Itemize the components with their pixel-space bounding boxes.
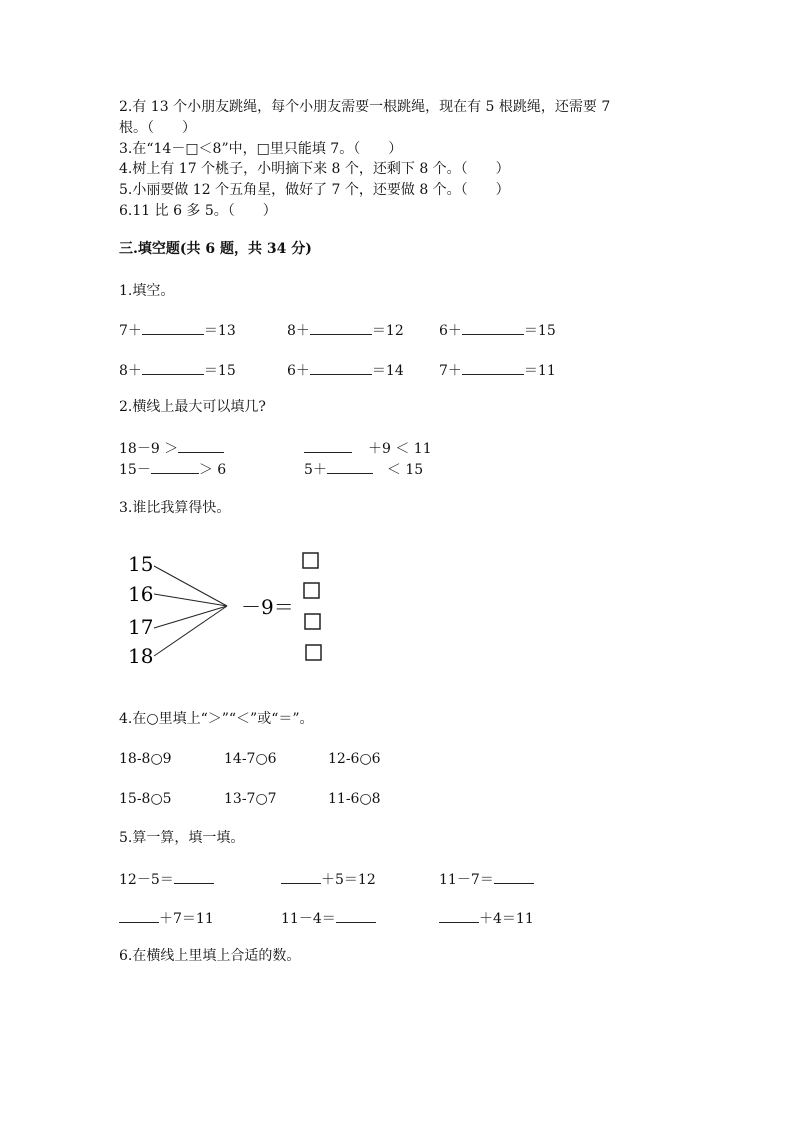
q4-item: 12-6○6	[328, 751, 381, 767]
answer-blank[interactable]	[462, 360, 524, 375]
number-17: 17	[128, 615, 154, 639]
answer-box[interactable]	[303, 553, 318, 568]
answer-blank[interactable]	[304, 438, 352, 453]
answer-blank[interactable]	[310, 360, 372, 375]
q2-item-a: 18－9 ＞	[119, 438, 224, 458]
number-18: 18	[128, 644, 154, 668]
answer-blank[interactable]	[310, 320, 372, 335]
q2-item-d: 5＋ ＜ 15	[304, 459, 423, 479]
answer-blank[interactable]	[142, 360, 204, 375]
answer-blank[interactable]	[174, 869, 214, 884]
operation-text: －9＝	[241, 595, 294, 619]
tf-question-4: 4.树上有 17 个桃子，小明摘下来 8 个，还剩下 8 个。（ ）	[119, 161, 510, 177]
q3-figure	[119, 545, 339, 670]
answer-blank[interactable]	[142, 320, 204, 335]
q5-item: 11－7＝	[439, 869, 534, 889]
tf-question-3: 3.在“14－□＜8”中，□里只能填 7。（ ）	[119, 141, 403, 157]
q5-item: 12－5＝	[119, 869, 214, 889]
q4-title: 4.在○里填上“＞”“＜”或“＝”。	[119, 711, 314, 727]
connector-line	[154, 606, 227, 628]
answer-blank[interactable]	[178, 438, 224, 453]
answer-box[interactable]	[305, 614, 320, 629]
q1-item: 7＋ ＝11	[439, 360, 556, 380]
answer-blank[interactable]	[119, 908, 159, 923]
q3-title: 3.谁比我算得快。	[119, 500, 231, 516]
q5-item: 11－4＝	[281, 908, 376, 928]
q4-item: 15-8○5	[119, 791, 172, 807]
answer-blank[interactable]	[439, 908, 479, 923]
tf-question-2-line1: 2.有 13 个小朋友跳绳，每个小朋友需要一根跳绳，现在有 5 根跳绳，还需要 7	[119, 99, 611, 115]
q2-title: 2.横线上最大可以填几?	[119, 399, 266, 415]
answer-blank[interactable]	[281, 869, 321, 884]
tf-question-5: 5.小丽要做 12 个五角星，做好了 7 个，还要做 8 个。（ ）	[119, 182, 510, 198]
q4-item: 13-7○7	[224, 791, 277, 807]
q5-item: ＋7＝11	[119, 908, 214, 928]
q1-item: 6＋ ＝15	[439, 320, 556, 340]
answer-blank[interactable]	[336, 908, 376, 923]
q4-item: 11-6○8	[328, 791, 381, 807]
q2-item-c: 15－ ＞ 6	[119, 459, 226, 479]
answer-blank[interactable]	[494, 869, 534, 884]
q5-title: 5.算一算，填一填。	[119, 830, 245, 846]
q1-item: 6＋ ＝14	[287, 360, 404, 380]
answer-blank[interactable]	[327, 459, 373, 474]
q4-item: 18-8○9	[119, 751, 172, 767]
answer-box[interactable]	[304, 583, 319, 598]
number-15: 15	[128, 552, 154, 576]
connector-line	[154, 606, 227, 656]
q5-item: ＋4＝11	[439, 908, 534, 928]
q2-item-b: ＋9 ＜ 11	[304, 438, 432, 458]
q5-item: ＋5＝12	[281, 869, 376, 889]
answer-box[interactable]	[306, 645, 321, 660]
q1-item: 7＋ ＝13	[119, 320, 236, 340]
q1-item: 8＋ ＝12	[287, 320, 404, 340]
q4-item: 14-7○6	[224, 751, 277, 767]
answer-blank[interactable]	[151, 459, 199, 474]
tf-question-2-line2: 根。（ ）	[119, 120, 196, 136]
q1-item: 8＋ ＝15	[119, 360, 236, 380]
tf-question-6: 6.11 比 6 多 5。（ ）	[119, 203, 277, 219]
section-title: 三.填空题(共 6 题，共 34 分)	[119, 241, 312, 257]
answer-blank[interactable]	[462, 320, 524, 335]
number-16: 16	[128, 582, 154, 606]
q6-title: 6.在横线上里填上合适的数。	[119, 948, 301, 964]
q1-title: 1.填空。	[119, 283, 175, 299]
